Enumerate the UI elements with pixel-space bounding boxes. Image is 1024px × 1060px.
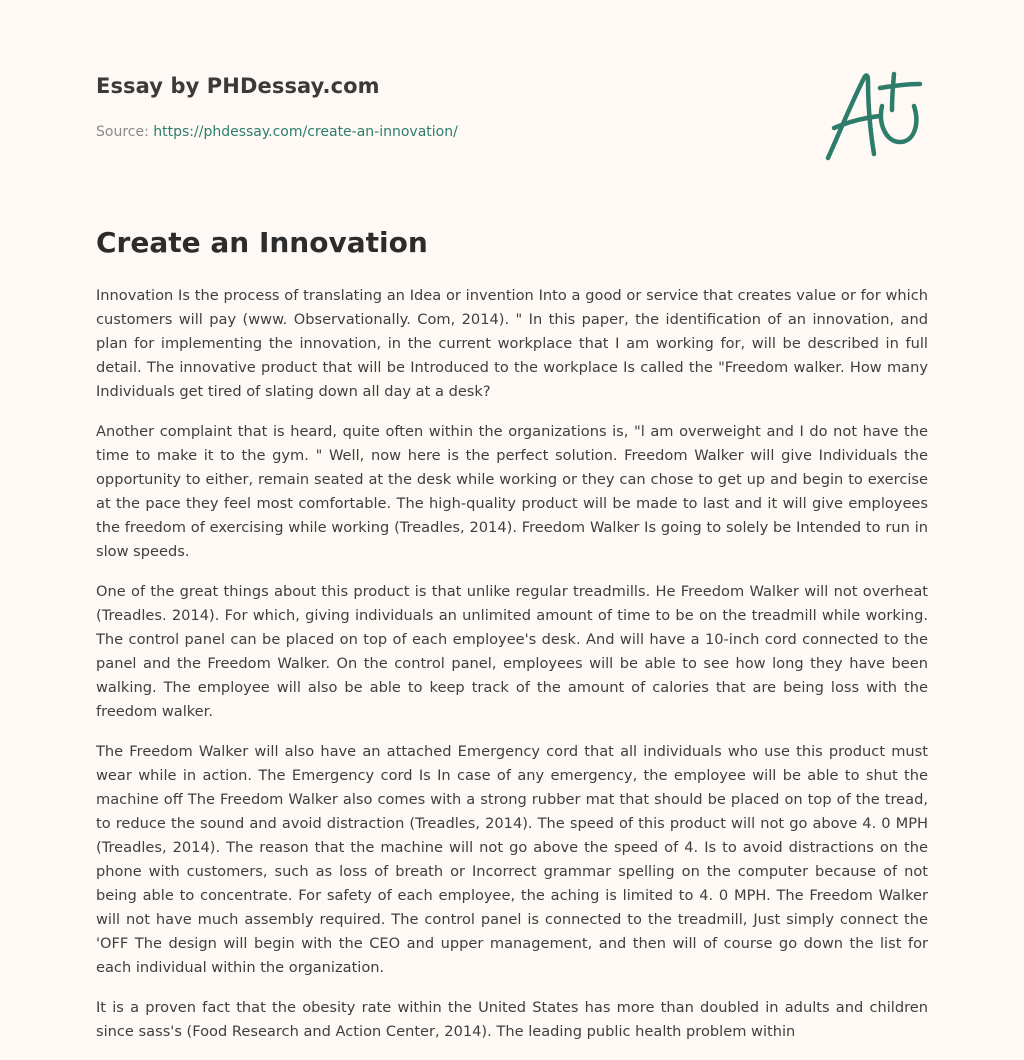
site-title: Essay by PHDessay.com bbox=[96, 74, 380, 98]
a-plus-logo-icon bbox=[820, 66, 924, 166]
article-paragraph: Innovation Is the process of translating an Idea or invention Into a good or service that creates value or for which customers will pay (www. Observationally. Com, 2014). " In this paper, the identification of an innovation, and plan for implementing the innovation, in the current workplace that I am working for, will be described in full detail. The innovative product that will be Introduced to the workplace Is called the "Freedom walker. How many Individuals get tired of slating down all day at a desk? bbox=[96, 287, 928, 400]
article-title: Create an Innovation bbox=[96, 226, 428, 259]
article-body bbox=[96, 284, 928, 1060]
source-label: Source: bbox=[96, 124, 154, 140]
source-link[interactable]: https://phdessay.com/create-an-innovation/ bbox=[153, 124, 458, 140]
article-paragraph: It is a proven fact that the obesity rate within the United States has more than doubled in adults and children since sass's (Food Research and Action Center, 2014). The leading public health problem within bbox=[96, 999, 928, 1040]
page-header bbox=[96, 0, 928, 200]
article-paragraph: Another complaint that is heard, quite often within the organizations is, "l am overweight and I do not have the time to make it to the gym. " Well, now here is the perfect solution. Freedom Walker will give Individuals the opportunity to either, remain seated at the desk while working or they can chose to get up and begin to exercise at the pace they feel most comfortable. The high-quality product will be made to last and it will give employees the freedom of exercising while working (Treadles, 2014). Freedom Walker Is going to solely be Intended to run in slow speeds. bbox=[96, 423, 928, 560]
article-paragraph: One of the great things about this product is that unlike regular treadmills. He Freedom Walker will not overheat (Treadles. 2014). For which, giving individuals an unlimited amount of time to be on the treadmill while working. The control panel can be placed on top of each employee's desk. And will have a 10-inch cord connected to the panel and the Freedom Walker. On the control panel, employees will be able to see how long they have been walking. The employee will also be able to keep track of the amount of calories that are being loss with the freedom walker. bbox=[96, 583, 928, 720]
source-line bbox=[96, 124, 458, 140]
article-paragraph: The Freedom Walker will also have an attached Emergency cord that all individuals who use this product must wear while in action. The Emergency cord Is In case of any emergency, the employee will be able to shut the machine off The Freedom Walker also comes with a strong rubber mat that should be placed on top of the tread, to reduce the sound and avoid distraction (Treadles, 2014). The speed of this product will not go above 4. 0 MPH (Treadles, 2014). The reason that the machine will not go above the speed of 4. Is to avoid distractions on the phone with customers, such as loss of breath or Incorrect grammar spelling on the computer because of not being able to concentrate. For safety of each employee, the aching is limited to 4. 0 MPH. The Freedom Walker will not have much assembly required. The control panel is connected to the treadmill, Just simply connect the 'OFF The design will begin with the CEO and upper management, and then will of course go down the list for each individual within the organization. bbox=[96, 743, 928, 976]
essay-page bbox=[96, 0, 928, 1040]
